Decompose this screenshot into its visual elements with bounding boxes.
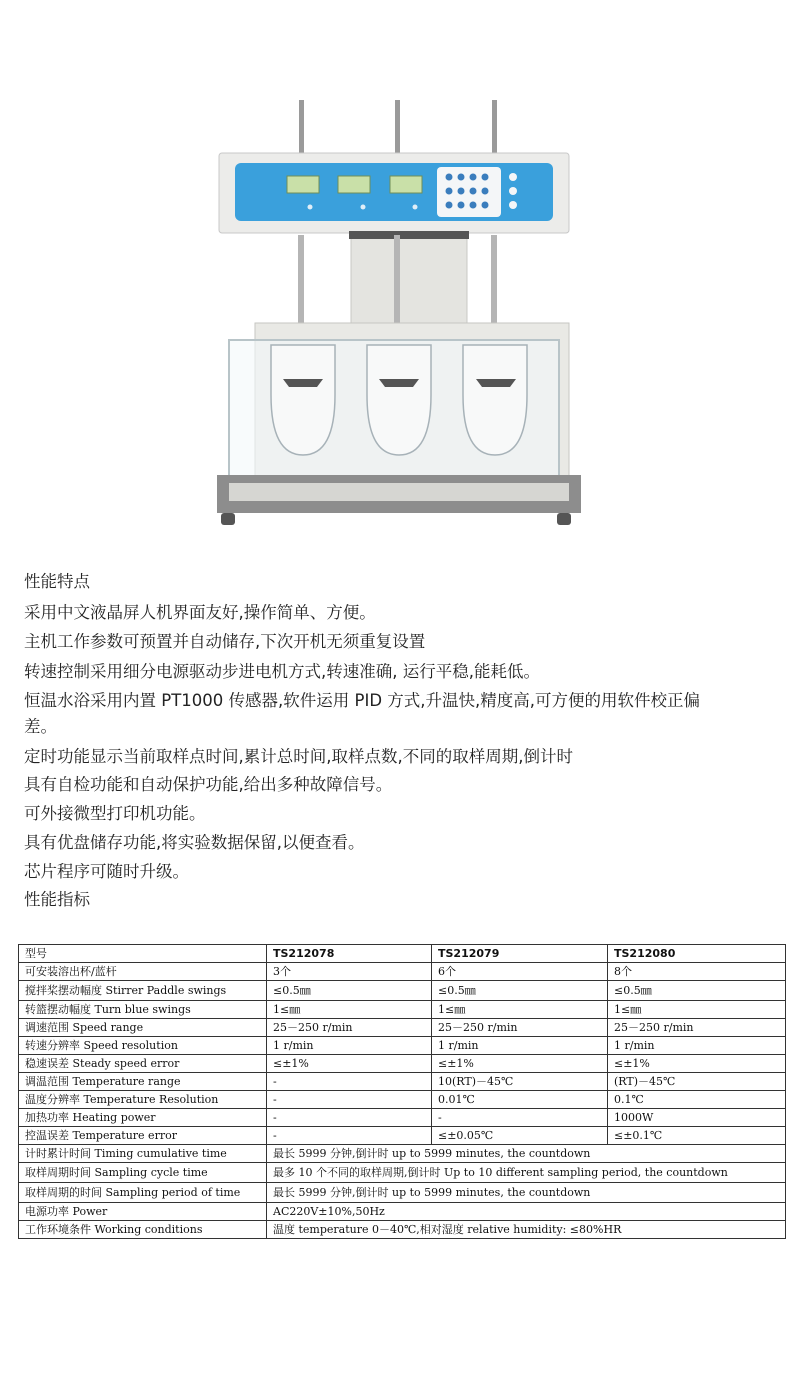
table-cell: 8个 — [608, 963, 786, 981]
table-header-cell: TS212079 — [432, 945, 608, 963]
table-cell: ≤0.5㎜ — [267, 981, 432, 1001]
table-cell: 转速分辨率 Speed resolution — [19, 1037, 267, 1055]
table-cell: 1 r/min — [267, 1037, 432, 1055]
feature-line: 定时功能显示当前取样点时间,累计总时间,取样点数,不同的取样周期,倒计时 — [24, 747, 573, 766]
table-cell: 电源功率 Power — [19, 1203, 267, 1221]
table-cell: 取样周期的时间 Sampling period of time — [19, 1183, 267, 1203]
table-row — [19, 1145, 786, 1163]
table-cell: 取样周期时间 Sampling cycle time — [19, 1163, 267, 1183]
feature-line: 采用中文液晶屏人机界面友好,操作简单、方便。 — [24, 603, 376, 622]
table-header-row — [19, 945, 786, 963]
table-header-cell: 型号 — [19, 945, 267, 963]
table-cell: 1≤㎜ — [432, 1001, 608, 1019]
feature-line: 差。 — [24, 717, 57, 736]
table-cell: 25－250 r/min — [608, 1019, 786, 1037]
table-cell: (RT)－45℃ — [608, 1073, 786, 1091]
table-cell: 最长 5999 分钟,倒计时 up to 5999 minutes, the countdown — [267, 1183, 786, 1203]
table-cell: 0.1℃ — [608, 1091, 786, 1109]
table-cell: 1 r/min — [608, 1037, 786, 1055]
spec-table — [18, 944, 786, 1239]
table-cell: ≤±1% — [432, 1055, 608, 1073]
table-cell: ≤±0.05℃ — [432, 1127, 608, 1145]
feature-line: 主机工作参数可预置并自动储存,下次开机无须重复设置 — [24, 632, 426, 651]
table-row — [19, 1055, 786, 1073]
table-row — [19, 1183, 786, 1203]
table-cell: 最多 10 个不同的取样周期,倒计时 Up to 10 different sampling period, the countdown — [267, 1163, 786, 1183]
feature-line: 转速控制采用细分电源驱动步进电机方式,转速准确, 运行平稳,能耗低。 — [24, 662, 540, 681]
table-cell: 1 r/min — [432, 1037, 608, 1055]
table-row — [19, 1221, 786, 1239]
table-cell: 调速范围 Speed range — [19, 1019, 267, 1037]
table-cell: 10(RT)－45℃ — [432, 1073, 608, 1091]
table-cell: ≤0.5㎜ — [608, 981, 786, 1001]
table-cell: ≤±1% — [608, 1055, 786, 1073]
table-cell: - — [432, 1109, 608, 1127]
table-row — [19, 1073, 786, 1091]
table-cell: - — [267, 1073, 432, 1091]
table-cell: 1≤㎜ — [267, 1001, 432, 1019]
table-cell: 25－250 r/min — [267, 1019, 432, 1037]
table-row — [19, 1163, 786, 1183]
table-cell: 稳速误差 Steady speed error — [19, 1055, 267, 1073]
table-cell: 6个 — [432, 963, 608, 981]
table-cell: 最长 5999 分钟,倒计时 up to 5999 minutes, the countdown — [267, 1145, 786, 1163]
table-row — [19, 981, 786, 1001]
table-cell: - — [267, 1109, 432, 1127]
table-cell: AC220V±10%,50Hz — [267, 1203, 786, 1221]
table-row — [19, 1127, 786, 1145]
table-cell: 工作环境条件 Working conditions — [19, 1221, 267, 1239]
table-cell: 控温误差 Temperature error — [19, 1127, 267, 1145]
table-cell: 温度 temperature 0－40℃,相对湿度 relative humidity: ≤80%HR — [267, 1221, 786, 1239]
specs-heading: 性能指标 — [24, 890, 90, 909]
feature-line: 芯片程序可随时升级。 — [24, 862, 189, 881]
features-heading: 性能特点 — [24, 572, 90, 591]
table-cell: - — [267, 1091, 432, 1109]
table-row — [19, 1203, 786, 1221]
table-cell: - — [267, 1127, 432, 1145]
table-cell: ≤0.5㎜ — [432, 981, 608, 1001]
table-cell: 温度分辨率 Temperature Resolution — [19, 1091, 267, 1109]
table-header-cell: TS212080 — [608, 945, 786, 963]
table-cell: 转篮摆动幅度 Turn blue swings — [19, 1001, 267, 1019]
table-cell: 可安装溶出杯/蓝杆 — [19, 963, 267, 981]
table-row — [19, 1037, 786, 1055]
table-cell: 计时累计时间 Timing cumulative time — [19, 1145, 267, 1163]
table-header-cell: TS212078 — [267, 945, 432, 963]
dissolution-tester-photo — [205, 95, 595, 550]
table-cell: 搅拌桨摆动幅度 Stirrer Paddle swings — [19, 981, 267, 1001]
table-cell: 加热功率 Heating power — [19, 1109, 267, 1127]
table-row — [19, 1001, 786, 1019]
feature-line: 具有自检功能和自动保护功能,给出多种故障信号。 — [24, 775, 393, 794]
feature-line: 恒温水浴采用内置 PT1000 传感器,软件运用 PID 方式,升温快,精度高,可方便的用软件校正偏 — [24, 691, 701, 710]
table-cell: ≤±1% — [267, 1055, 432, 1073]
feature-line: 具有优盘储存功能,将实验数据保留,以便查看。 — [24, 833, 365, 852]
table-row — [19, 1109, 786, 1127]
table-row — [19, 1019, 786, 1037]
feature-line: 可外接微型打印机功能。 — [24, 804, 206, 823]
table-cell: 0.01℃ — [432, 1091, 608, 1109]
table-cell: 调温范围 Temperature range — [19, 1073, 267, 1091]
table-cell: ≤±0.1℃ — [608, 1127, 786, 1145]
table-row — [19, 963, 786, 981]
table-row — [19, 1091, 786, 1109]
table-cell: 3个 — [267, 963, 432, 981]
table-cell: 1000W — [608, 1109, 786, 1127]
table-cell: 25－250 r/min — [432, 1019, 608, 1037]
table-cell: 1≤㎜ — [608, 1001, 786, 1019]
